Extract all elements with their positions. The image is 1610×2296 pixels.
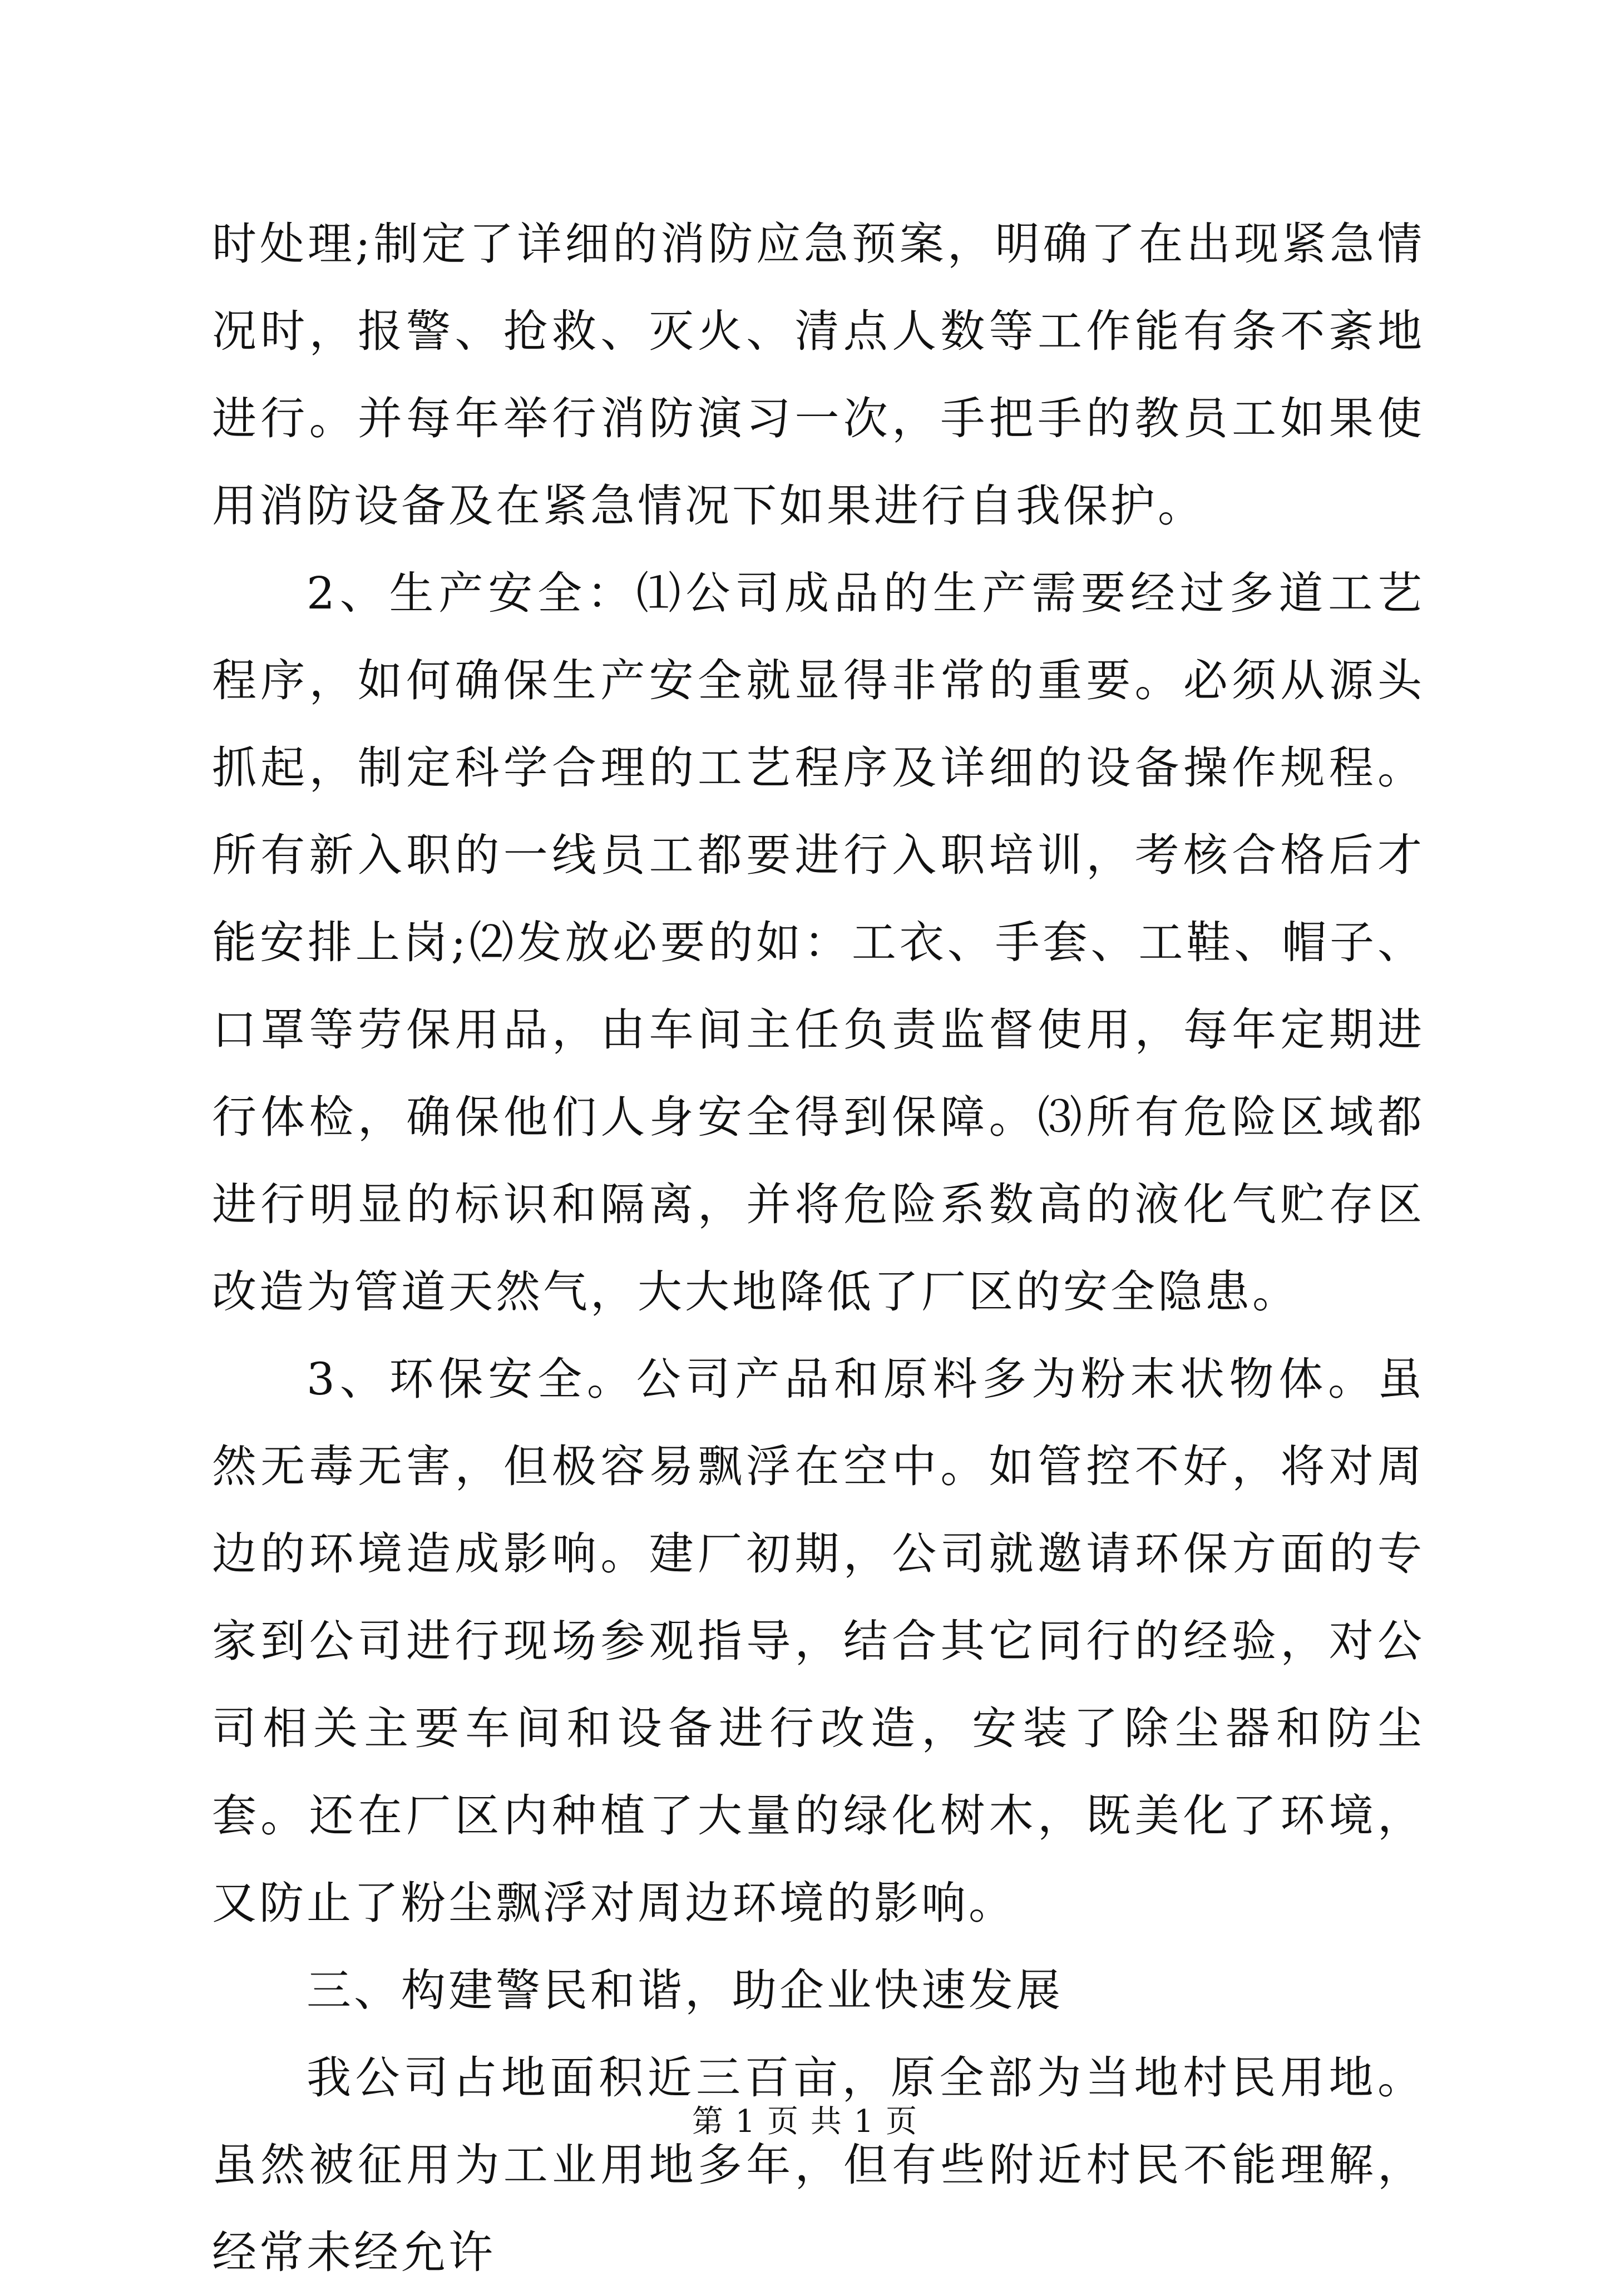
paragraph-fire-safety-continued: 时处理;制定了详细的消防应急预案，明确了在出现紧急情况时，报警、抢救、灭火、清点人数等工作能有条不紊地进行。并每年举行消防演习一次，手把手的教员工如果使用消防设备及在紧急情况下如果进行自我保护。 <box>212 218 1425 532</box>
section-heading-police-community: 三、构建警民和谐，助企业快速发展 <box>307 1965 1063 2016</box>
paragraph-production-safety: 2、生产安全：⑴公司成品的生产需要经过多道工艺程序，如何确保生产安全就显得非常的重要。必须从源头抓起，制定科学合理的工艺程序及详细的设备操作规程。所有新入职的一线员工都要进行入职培训，考核合格后才能安排上岗;⑵发放必要的如：工衣、手套、工鞋、帽子、口罩等劳保用品，由车间主任负责监督使用，每年定期进行体检，确保他们人身安全得到保障。⑶所有危险区域都进行明显的标识和隔离，并将危险系数高的液化气贮存区改造为管道天然气，大大地降低了厂区的安全隐患。 <box>212 567 1425 1318</box>
document-body <box>212 200 1425 2296</box>
paragraph-environmental-safety: 3、环保安全。公司产品和原料多为粉末状物体。虽然无毒无害，但极容易飘浮在空中。如管控不好，将对周边的环境造成影响。建厂初期，公司就邀请环保方面的专家到公司进行现场参观指导，结合其它同行的经验，对公司相关主要车间和设备进行改造，安装了除尘器和防尘套。还在厂区内种植了大量的绿化树木，既美化了环境，又防止了粉尘飘浮对周边环境的影响。 <box>212 1353 1425 1929</box>
page-number-footer: 第 1 页 共 1 页 <box>692 2104 918 2140</box>
paragraph-land-use: 我公司占地面积近三百亩，原全部为当地村民用地。虽然被征用为工业用地多年，但有些附近村民不能理解，经常未经允许 <box>212 2052 1425 2278</box>
